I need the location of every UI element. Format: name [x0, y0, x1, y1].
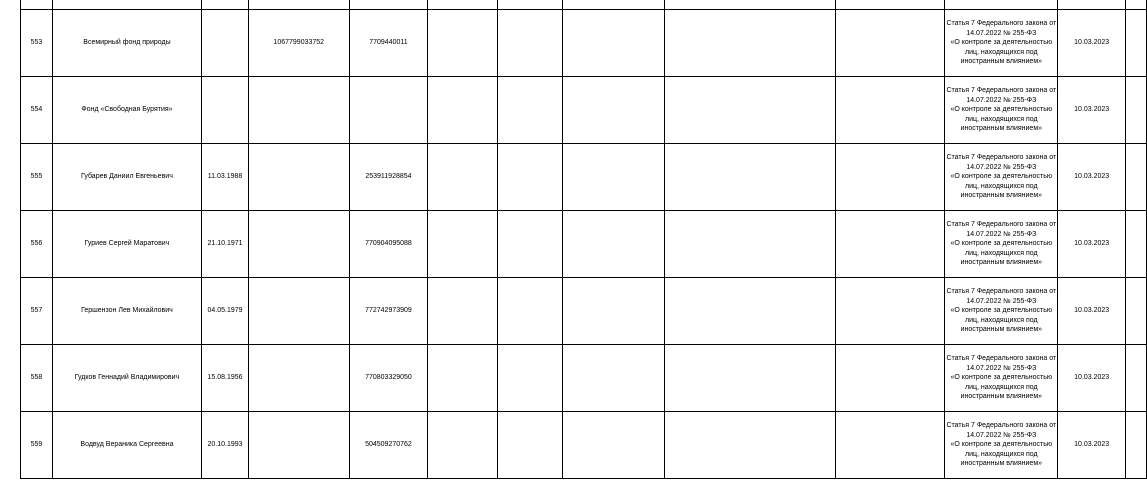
empty-cell	[664, 144, 836, 211]
row-number-cell: 555	[21, 144, 53, 211]
legal-basis-line: иностранным влиянием»	[960, 326, 1043, 334]
legal-basis-line: Статья 7 Федерального закона от	[946, 355, 1057, 363]
legal-basis-line: иностранным влиянием»	[960, 460, 1043, 468]
inn-cell: 253911928854	[349, 144, 428, 211]
legal-basis-line: 14.07.2022 № 255-ФЗ	[966, 29, 1037, 37]
legal-basis-line: «О контроле за деятельностью	[950, 307, 1053, 315]
empty-cell	[836, 345, 945, 412]
legal-basis-line: 14.07.2022 № 255-ФЗ	[966, 297, 1037, 305]
empty-cell	[836, 10, 945, 77]
birth-date-cell: 04.05.1979	[202, 278, 249, 345]
legal-basis-cell	[945, 211, 1058, 278]
ogrn-cell	[248, 278, 349, 345]
registry-table-body	[21, 0, 1147, 479]
empty-cell	[563, 77, 664, 144]
inclusion-date-cell: 10.03.2023	[1058, 345, 1126, 412]
empty-cell	[1126, 278, 1147, 345]
empty-cell	[836, 144, 945, 211]
inclusion-date-cell: 10.03.2023	[1058, 77, 1126, 144]
empty-cell	[1126, 211, 1147, 278]
legal-basis-cell	[945, 412, 1058, 479]
empty-cell	[563, 144, 664, 211]
birth-date-cell: 21.10.1971	[202, 211, 249, 278]
empty-cell	[836, 211, 945, 278]
legal-basis-line: иностранным влиянием»	[960, 58, 1043, 66]
table-row	[21, 144, 1147, 211]
legal-basis-line: «О контроле за деятельностью	[950, 39, 1053, 47]
legal-basis-line: Статья 7 Федерального закона от	[946, 87, 1057, 95]
name-cell: Гудков Геннадий Владимирович	[52, 345, 201, 412]
legal-basis-line: лиц, находящихся под	[965, 48, 1038, 56]
empty-cell	[497, 10, 563, 77]
empty-cell	[428, 144, 497, 211]
empty-cell	[1126, 345, 1147, 412]
row-number-cell: 559	[21, 412, 53, 479]
empty-cell	[428, 345, 497, 412]
inclusion-date-cell: 10.03.2023	[1058, 412, 1126, 479]
ogrn-cell	[248, 211, 349, 278]
inn-cell: 770803329050	[349, 345, 428, 412]
inclusion-date-cell: 10.03.2023	[1058, 278, 1126, 345]
name-cell: Фонд «Свободная Бурятия»	[52, 77, 201, 144]
row-number-cell: 556	[21, 211, 53, 278]
legal-basis-line: лиц, находящихся под	[965, 115, 1038, 123]
inclusion-date-cell: 10.03.2023	[1058, 144, 1126, 211]
ogrn-cell: 1067799033752	[248, 10, 349, 77]
empty-cell	[664, 10, 836, 77]
empty-cell	[836, 412, 945, 479]
legal-basis-cell	[945, 10, 1058, 77]
row-number-cell: 557	[21, 278, 53, 345]
legal-basis-line: 14.07.2022 № 255-ФЗ	[966, 163, 1037, 171]
empty-cell	[428, 278, 497, 345]
legal-basis-line: Статья 7 Федерального закона от	[946, 154, 1057, 162]
empty-cell	[428, 10, 497, 77]
inn-cell	[349, 77, 428, 144]
legal-basis-cell	[945, 278, 1058, 345]
empty-cell	[497, 77, 563, 144]
birth-date-cell	[202, 77, 249, 144]
empty-cell	[497, 345, 563, 412]
empty-cell	[1126, 10, 1147, 77]
birth-date-cell	[202, 10, 249, 77]
table-row	[21, 10, 1147, 77]
name-cell: Гершензон Лев Михайлович	[52, 278, 201, 345]
table-row	[21, 211, 1147, 278]
row-number-cell: 553	[21, 10, 53, 77]
empty-cell	[497, 412, 563, 479]
name-cell: Всемирный фонд природы	[52, 10, 201, 77]
legal-basis-line: иностранным влиянием»	[960, 192, 1043, 200]
legal-basis-line: Статья 7 Федерального закона от	[946, 20, 1057, 28]
empty-cell	[664, 412, 836, 479]
inn-cell: 504509270762	[349, 412, 428, 479]
empty-cell	[428, 412, 497, 479]
table-row	[21, 412, 1147, 479]
empty-cell	[497, 278, 563, 345]
ogrn-cell	[248, 345, 349, 412]
legal-basis-line: лиц, находящихся под	[965, 383, 1038, 391]
empty-cell	[664, 211, 836, 278]
empty-cell	[664, 278, 836, 345]
empty-cell	[497, 144, 563, 211]
inn-cell: 770904095088	[349, 211, 428, 278]
empty-cell	[497, 211, 563, 278]
inclusion-date-cell: 10.03.2023	[1058, 10, 1126, 77]
legal-basis-line: «О контроле за деятельностью	[950, 106, 1053, 114]
empty-cell	[1126, 144, 1147, 211]
birth-date-cell: 11.03.1988	[202, 144, 249, 211]
empty-cell	[563, 278, 664, 345]
inn-cell: 7709440011	[349, 10, 428, 77]
legal-basis-line: «О контроле за деятельностью	[950, 240, 1053, 248]
ogrn-cell	[248, 77, 349, 144]
birth-date-cell: 15.08.1956	[202, 345, 249, 412]
legal-basis-line: 14.07.2022 № 255-ФЗ	[966, 96, 1037, 104]
empty-cell	[428, 211, 497, 278]
table-row	[21, 77, 1147, 144]
legal-basis-line: иностранным влиянием»	[960, 259, 1043, 267]
row-number-cell: 554	[21, 77, 53, 144]
empty-cell	[836, 77, 945, 144]
empty-cell	[563, 345, 664, 412]
row-number-cell: 558	[21, 345, 53, 412]
inclusion-date-cell: 10.03.2023	[1058, 211, 1126, 278]
legal-basis-line: лиц, находящихся под	[965, 450, 1038, 458]
legal-basis-cell	[945, 77, 1058, 144]
table-row	[21, 278, 1147, 345]
name-cell: Губарев Даниил Евгеньевич	[52, 144, 201, 211]
legal-basis-line: иностранным влиянием»	[960, 125, 1043, 133]
empty-cell	[428, 77, 497, 144]
legal-basis-line: иностранным влиянием»	[960, 393, 1043, 401]
legal-basis-line: Статья 7 Федерального закона от	[946, 422, 1057, 430]
birth-date-cell: 20.10.1993	[202, 412, 249, 479]
legal-basis-line: «О контроле за деятельностью	[950, 441, 1053, 449]
legal-basis-line: «О контроле за деятельностью	[950, 173, 1053, 181]
name-cell: Гуриев Сергей Маратович	[52, 211, 201, 278]
legal-basis-line: 14.07.2022 № 255-ФЗ	[966, 431, 1037, 439]
legal-basis-line: «О контроле за деятельностью	[950, 374, 1053, 382]
empty-cell	[1126, 412, 1147, 479]
legal-basis-cell	[945, 144, 1058, 211]
legal-basis-line: лиц, находящихся под	[965, 182, 1038, 190]
foreign-agents-registry-table	[20, 0, 1147, 479]
inn-cell: 772742973909	[349, 278, 428, 345]
previous-row-continuation	[21, 0, 1147, 10]
legal-basis-line: 14.07.2022 № 255-ФЗ	[966, 230, 1037, 238]
legal-basis-cell	[945, 345, 1058, 412]
legal-basis-line: лиц, находящихся под	[965, 249, 1038, 257]
name-cell: Водвуд Вераника Сергеевна	[52, 412, 201, 479]
table-row	[21, 345, 1147, 412]
empty-cell	[563, 211, 664, 278]
empty-cell	[836, 278, 945, 345]
legal-basis-line: Статья 7 Федерального закона от	[946, 221, 1057, 229]
legal-basis-line: лиц, находящихся под	[965, 316, 1038, 324]
legal-basis-line: 14.07.2022 № 255-ФЗ	[966, 364, 1037, 372]
legal-basis-line: Статья 7 Федерального закона от	[946, 288, 1057, 296]
ogrn-cell	[248, 412, 349, 479]
ogrn-cell	[248, 144, 349, 211]
empty-cell	[1126, 77, 1147, 144]
empty-cell	[664, 345, 836, 412]
empty-cell	[563, 10, 664, 77]
empty-cell	[563, 412, 664, 479]
empty-cell	[664, 77, 836, 144]
